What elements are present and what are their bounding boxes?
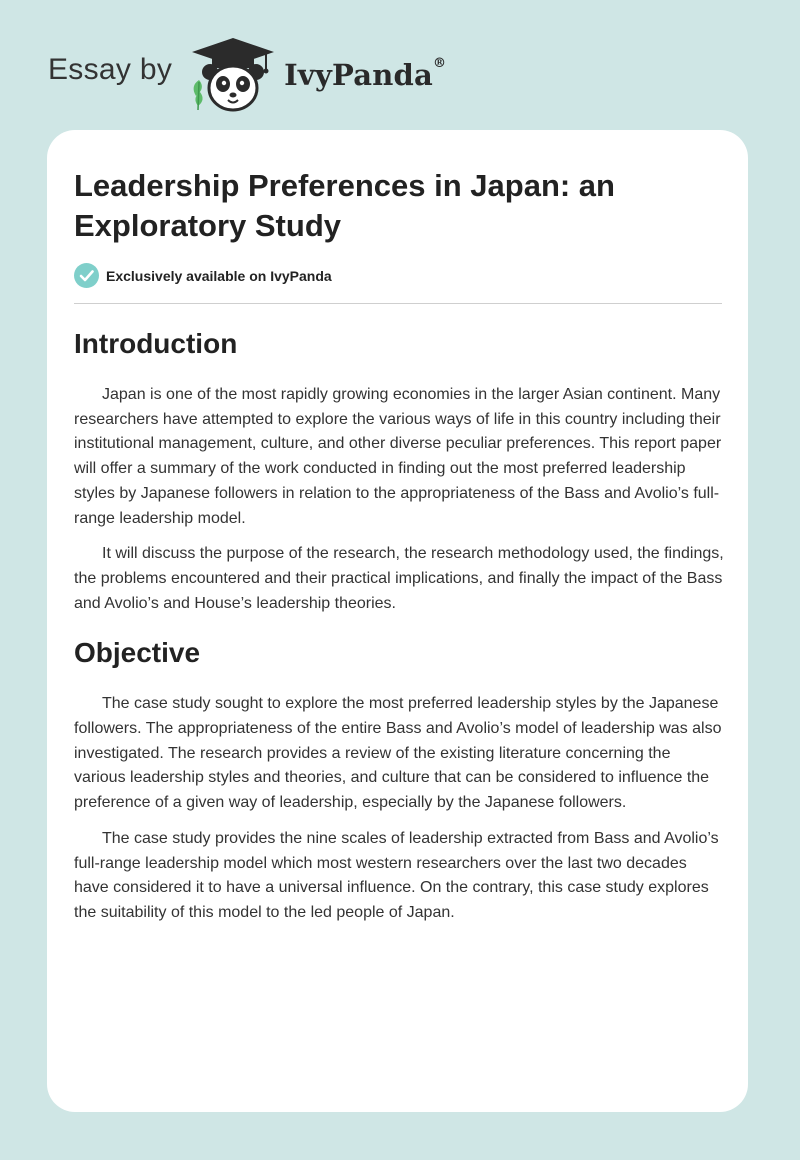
exclusive-label: Exclusively available on IvyPanda — [106, 267, 332, 284]
paragraph: The case study provides the nine scales of leadership extracted from Bass and Avolio’s full-range leadership model which most western researchers over the last two decades have considered it to have a universal influence. On the contrary, this case study explores the suitability of this model to the led people of Japan. — [74, 829, 719, 921]
panda-graduate-logo-icon[interactable] — [186, 34, 280, 114]
check-circle-icon — [74, 263, 99, 288]
divider — [74, 303, 722, 304]
document-title: Leadership Preferences in Japan: an Exploratory Study — [74, 168, 615, 243]
site-header — [48, 34, 446, 114]
section-heading-introduction: Introduction — [74, 328, 238, 359]
brand-name[interactable]: IvyPanda® — [284, 56, 447, 92]
essay-body — [74, 324, 724, 937]
essay-card — [47, 130, 748, 1112]
section-heading-objective: Objective — [74, 637, 201, 669]
exclusive-badge — [74, 263, 332, 288]
paragraph: Japan is one of the most rapidly growing economies in the larger Asian continent. Many researchers have attempted to explore the various ways of life in this country including their institutional management, culture, and other diverse peculiar preferences. This report paper will offer a summary of the work conducted in finding out the most preferred leadership styles by Japanese followers in relation to the appropriateness of the Bass and Avolio’s full-range leadership model. — [74, 386, 722, 527]
paragraph: It will discuss the purpose of the research, the research methodology used, the findings, the problems encountered and their practical implications, and finally the impact of the Bass and Avolio’s and House’s leadership theories. — [74, 545, 724, 612]
registered-mark: ® — [432, 56, 447, 71]
essay-by-label: Essay by — [48, 53, 173, 86]
paragraph: The case study sought to explore the most preferred leadership styles by the Japanese followers. The appropriateness of the entire Bass and Avolio’s model of leadership was also investigated. The research provides a review of the existing literature concerning the various leadership styles and theories, and culture that can be considered to influence the preference of a given way of leadership, especially by the Japanese followers. — [74, 695, 722, 812]
